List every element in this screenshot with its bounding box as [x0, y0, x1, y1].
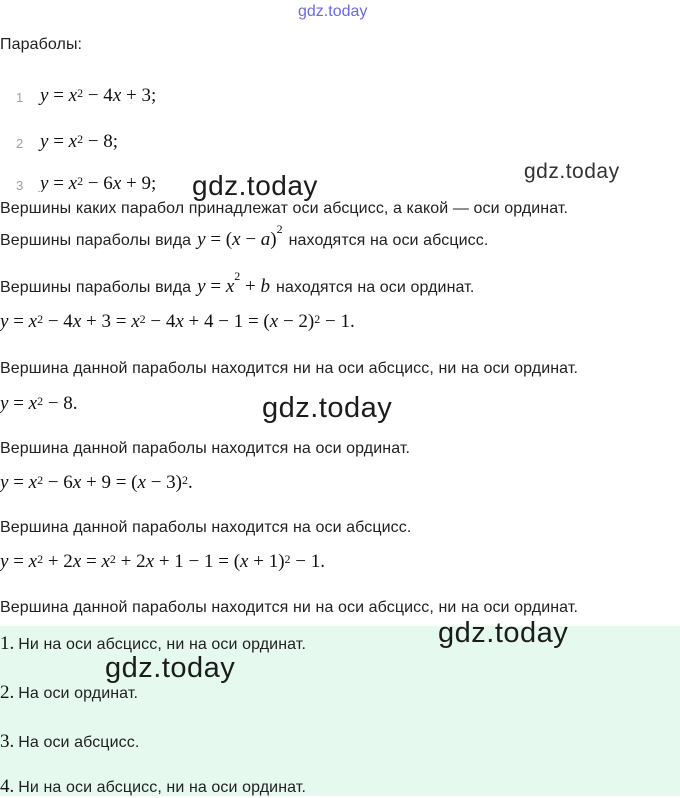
rule-abscissa-formula: $y = (x - a)^2$: [197, 221, 283, 250]
watermark-3: gdz.today: [524, 160, 620, 183]
answer-number-3: 3.: [0, 731, 15, 752]
rule-abscissa-prefix: Вершины параболы вида: [0, 232, 192, 249]
rule-ordinate-prefix: Вершины параболы вида: [0, 279, 192, 296]
answer-number-4: 4.: [0, 776, 15, 797]
parabola-equation-1: $y = x^2 - 4x + 3$;: [40, 85, 157, 106]
question-text: Вершины каких парабол принадлежат оси абсцисс, а какой — оси ординат.: [0, 200, 569, 217]
answer-item-4: [0, 776, 306, 798]
rule-ordinate: [0, 268, 475, 298]
answer-text-3: На оси абсцисс.: [18, 734, 140, 751]
answer-number-2: 2.: [0, 682, 15, 703]
solution-conclusion-3: Вершина данной параболы находится на оси абсцисс.: [0, 519, 412, 536]
solution-conclusion-1: Вершина данной параболы находится ни на оси абсцисс, ни на оси ординат.: [0, 360, 579, 377]
rule-ordinate-formula: $y = x^2 + b$: [197, 268, 270, 297]
list-number-3: 3: [16, 178, 24, 192]
list-number-2: 2: [16, 136, 24, 151]
watermark-5: gdz.today: [438, 617, 569, 649]
solution-conclusion-2: Вершина данной параболы находится на оси ординат.: [0, 440, 411, 457]
watermark-top: gdz.today: [298, 3, 368, 20]
answer-text-1: Ни на оси абсцисс, ни на оси ординат.: [18, 636, 306, 653]
solution-equation-3: $y = x^2 - 6x + 9 = (x - 3)^2$.: [0, 472, 193, 493]
solution-equation-4: $y = x^2 + 2x = x^2 + 2x + 1 - 1 = (x + 1)^2 - 1$.: [0, 551, 325, 572]
answer-text-4: Ни на оси абсцисс, ни на оси ординат.: [18, 779, 306, 796]
answer-text-2: На оси ординат.: [18, 685, 139, 702]
watermark-6: gdz.today: [105, 652, 236, 684]
solution-conclusion-4: Вершина данной параболы находится ни на оси абсцисс, ни на оси ординат.: [0, 599, 579, 616]
parabola-equation-2: $y = x^2 - 8$;: [40, 131, 119, 152]
solution-equation-2: $y = x^2 - 8$.: [0, 393, 78, 414]
rule-abscissa-suffix: находятся на оси абсцисс.: [288, 232, 489, 249]
watermark-4: gdz.today: [262, 392, 393, 424]
answer-item-2: [0, 682, 138, 704]
answer-item-3: [0, 731, 139, 753]
list-number-1: 1: [16, 90, 24, 105]
solution-equation-1: $y = x^2 - 4x + 3 = x^2 - 4x + 4 - 1 = (x - 2)^2 - 1$.: [0, 311, 355, 332]
rule-abscissa: [0, 221, 489, 251]
intro-text: Параболы:: [0, 36, 83, 53]
watermark-2: gdz.today: [192, 170, 318, 201]
answer-number-1: 1.: [0, 633, 15, 654]
rule-ordinate-suffix: находятся на оси ординат.: [275, 279, 475, 296]
parabola-equation-3: $y = x^2 - 6x + 9$;: [40, 173, 157, 192]
